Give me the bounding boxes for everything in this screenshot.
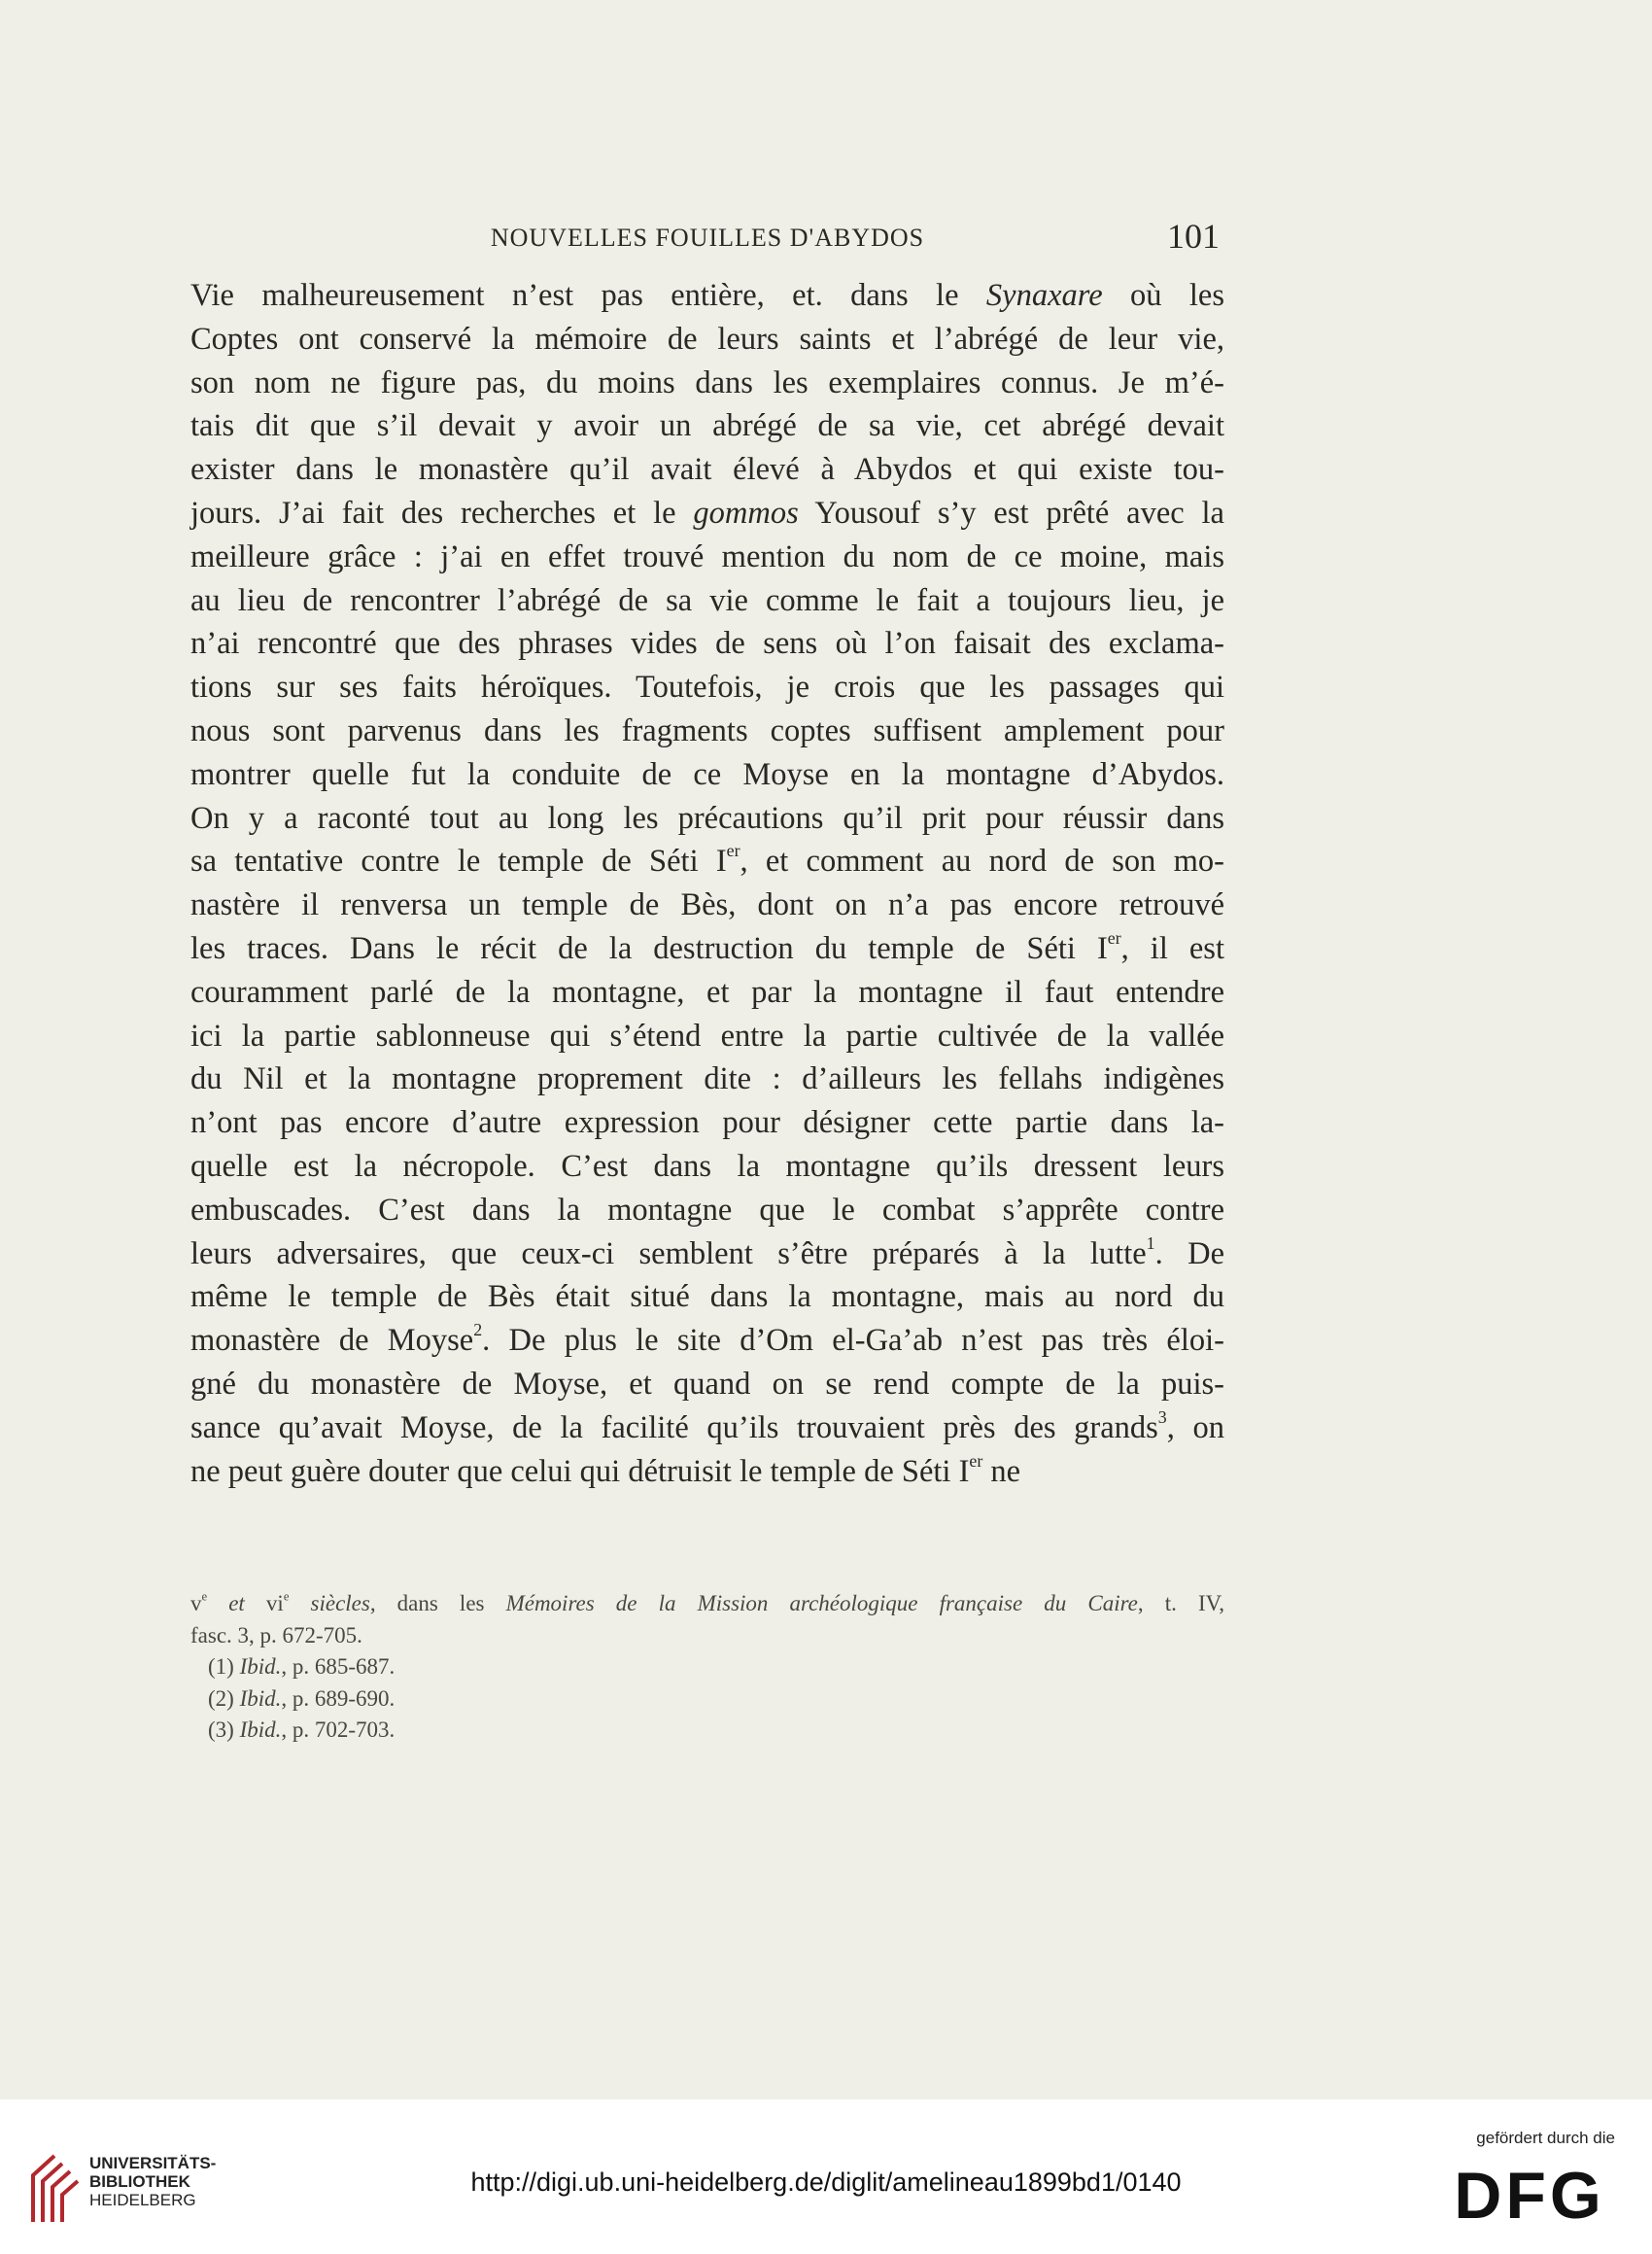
text-line: Vie malheureusement n’est pas entière, et. dans le Synaxare où les xyxy=(190,278,1224,313)
footnote-line: (1) Ibid., p. 685-687. xyxy=(208,1654,396,1679)
text-line: sa tentative contre le temple de Séti Ier, et comment au nord de son mo- xyxy=(190,841,1224,880)
funded-by-text: gefördert durch die xyxy=(1476,2129,1615,2147)
body-text xyxy=(190,274,1224,1493)
text-line: montrer quelle fut la conduite de ce Moyse en la montagne d’Abydos. xyxy=(190,756,1224,792)
text-line: ici la partie sablonneuse qui s’étend entre la partie cultivée de la vallée xyxy=(190,1018,1224,1054)
library-name-line: BIBLIOTHEK xyxy=(89,2172,190,2191)
footnotes xyxy=(190,1588,1224,1747)
italic-text: Ibid. xyxy=(239,1685,282,1711)
superscript: 2 xyxy=(473,1319,483,1339)
text-line: couramment parlé de la montagne, et par la montagne il faut entendre xyxy=(190,974,1224,1010)
superscript: e xyxy=(283,1589,290,1604)
page-number: 101 xyxy=(1167,217,1220,256)
text-line: nous sont parvenus dans les fragments coptes suffisent amplement pour xyxy=(190,712,1224,748)
text-line: sance qu’avait Moyse, de la facilité qu’ils trouvaient près des grands$^3$, on xyxy=(190,1406,1224,1445)
dfg-logo-icon[interactable] xyxy=(1444,2164,1615,2224)
italic-text: Mémoires de la Mission archéologique française du Caire xyxy=(505,1591,1138,1615)
text-line: n’ont pas encore d’autre expression pour désigner cette partie dans la- xyxy=(190,1105,1224,1141)
text-line: ne peut guère douter que celui qui détruisit le temple de Séti Ier ne xyxy=(190,1450,1021,1489)
text-line: Coptes ont conservé la mémoire de leurs saints et l’abrégé de leur vie, xyxy=(190,321,1224,357)
text-line: du Nil et la montagne proprement dite : d’ailleurs les fellahs indigènes xyxy=(190,1061,1224,1097)
permalink-url[interactable]: http://digi.ub.uni-heidelberg.de/diglit/amelineau1899bd1/0140 xyxy=(470,2167,1182,2197)
text-line: n’ai rencontré que des phrases vides de sens où l’on faisait des exclama- xyxy=(190,626,1224,662)
text-line: son nom ne figure pas, du moins dans les exemplaires connus. Je m’é- xyxy=(190,364,1224,400)
library-name-line: HEIDELBERG xyxy=(89,2191,196,2209)
text-line: même le temple de Bès était situé dans la montagne, mais au nord du xyxy=(190,1279,1224,1315)
running-title: NOUVELLES FOUILLES D'ABYDOS xyxy=(490,224,925,252)
italic-text: gommos xyxy=(693,495,799,531)
running-head xyxy=(190,216,1224,264)
superscript: e xyxy=(201,1589,208,1604)
text-line: jours. J’ai fait des recherches et le gommos Yousouf s’y est prêté avec la xyxy=(190,495,1224,531)
footnote-line: fasc. 3, p. 672-705. xyxy=(190,1622,362,1647)
text-line: nastère il renversa un temple de Bès, dont on n’a pas encore retrouvé xyxy=(190,887,1224,923)
text-line: les traces. Dans le récit de la destruction du temple de Séti Ier, il est xyxy=(190,927,1224,966)
library-name-line: UNIVERSITÄTS- xyxy=(89,2154,217,2172)
italic-text: Ibid. xyxy=(239,1654,282,1679)
superscript: 1 xyxy=(1146,1232,1155,1253)
superscript: er xyxy=(726,841,740,861)
text-line: gné du monastère de Moyse, et quand on se rend compte de la puis- xyxy=(190,1366,1224,1402)
text-line: meilleure grâce : j’ai en effet trouvé mention du nom de ce moine, mais xyxy=(190,538,1224,574)
digitization-footer xyxy=(0,2099,1652,2254)
italic-text: Synaxare xyxy=(985,278,1103,313)
italic-text: Ibid. xyxy=(239,1717,282,1742)
text-line: exister dans le monastère qu’il avait élevé à Abydos et qui existe tou- xyxy=(190,452,1224,488)
superscript: 3 xyxy=(1157,1406,1167,1427)
text-line: monastère de Moyse$^2$. De plus le site d’Om el-Ga’ab n’est pas très éloi- xyxy=(190,1319,1224,1359)
italic-text: et xyxy=(228,1591,245,1615)
footnote-line: (2) Ibid., p. 689-690. xyxy=(208,1685,396,1711)
superscript: er xyxy=(969,1450,983,1471)
italic-text: siècles xyxy=(310,1591,370,1615)
superscript: er xyxy=(1107,927,1121,948)
text-line: quelle est la nécropole. C’est dans la montagne qu’ils dressent leurs xyxy=(190,1148,1224,1184)
text-line: leurs adversaires, que ceux-ci semblent s’être préparés à la lutte$^1$. De xyxy=(190,1232,1224,1271)
footnote-line: (3) Ibid., p. 702-703. xyxy=(208,1717,396,1742)
text-line: On y a raconté tout au long les précautions qu’il prit pour réussir dans xyxy=(190,800,1224,836)
text-line: au lieu de rencontrer l’abrégé de sa vie comme le fait a toujours lieu, je xyxy=(190,582,1224,618)
dfg-logo-text: DFG xyxy=(1454,2164,1605,2224)
text-line: tais dit que s’il devait y avoir un abrégé de sa vie, cet abrégé devait xyxy=(190,408,1224,444)
footnote-line: $v^e$ et $vi^e$ siècles, dans les Mémoires de la Mission archéologique française du Caire, t. IV, xyxy=(190,1589,1225,1615)
text-line: embuscades. C’est dans la montagne que le combat s’apprête contre xyxy=(190,1192,1224,1228)
text-line: tions sur ses faits héroïques. Toutefois, je crois que les passages qui xyxy=(190,670,1224,706)
